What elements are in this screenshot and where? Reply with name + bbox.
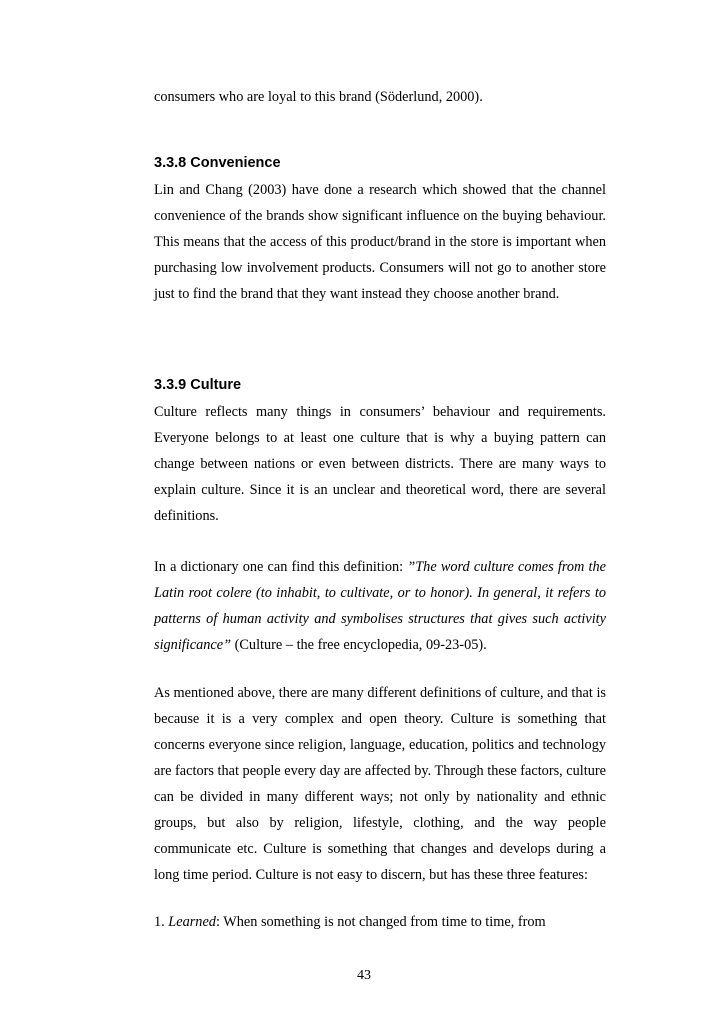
- heading-culture: 3.3.9 Culture: [154, 377, 242, 393]
- list-item-number: 1.: [154, 914, 169, 930]
- definition-intro: In a dictionary one can find this definition:: [154, 559, 408, 575]
- heading-convenience: 3.3.8 Convenience: [154, 155, 281, 171]
- definition-citation: (Culture – the free encyclopedia, 09-23-05).: [231, 637, 487, 653]
- page-number: 43: [357, 968, 371, 983]
- paragraph-culture-1: Culture reflects many things in consumers’ behaviour and requirements. Everyone belongs to at least one culture that is why a buying pattern can change between nations or even between districts. There are many ways to explain culture. Since it is an unclear and theoretical word, there are several definitions.: [154, 404, 606, 524]
- paragraph-convenience: Lin and Chang (2003) have done a research which showed that the channel convenience of the brands show significant influence on the buying behaviour. This means that the access of this product/brand in the store is important when purchasing low involvement products. Consumers will not go to another store just to find the brand that they want instead they choose another brand.: [154, 182, 606, 302]
- paragraph-culture-3: As mentioned above, there are many different definitions of culture, and that is because it is a very complex and open theory. Culture is something that concerns everyone since religion, language, education, politics and technology are factors that people every day are affected by. Through these factors, culture can be divided in many different ways; not only by nationality and ethnic groups, but also by religion, lifestyle, clothing, and the way people communicate etc. Culture is something that changes and develops during a long time period. Culture is not easy to discern, but has these three features:: [154, 685, 606, 883]
- intro-line: consumers who are loyal to this brand (Söderlund, 2000).: [154, 89, 483, 105]
- paragraph-culture-2: [154, 554, 606, 658]
- definition-quote: ”The word culture comes from the Latin root colere (to inhabit, to cultivate, or to honor). In general, it refers to patterns of human activity and symbolises structures that gives such activity significance”: [154, 559, 606, 653]
- list-item-term: Learned: [168, 914, 216, 930]
- list-item-learned: [154, 909, 606, 935]
- list-item-text: : When something is not changed from time to time, from: [215, 914, 546, 930]
